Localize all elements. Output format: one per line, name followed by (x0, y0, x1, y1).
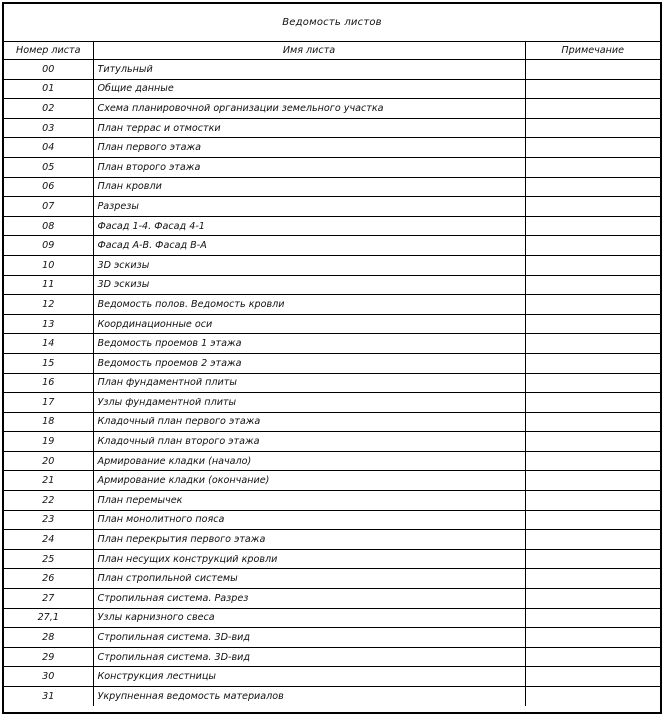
sheet-number-cell: 02 (4, 99, 93, 119)
table-header-row (4, 42, 660, 60)
sheet-number-cell: 23 (4, 510, 93, 530)
table-row (4, 138, 660, 158)
sheet-note-cell (525, 510, 660, 530)
table-row (4, 99, 660, 119)
table-row (4, 412, 660, 432)
sheet-name-cell: 3D эскизы (93, 275, 525, 295)
table-row (4, 510, 660, 530)
sheet-number-cell: 12 (4, 295, 93, 315)
table-row (4, 530, 660, 550)
sheet-note-cell (525, 314, 660, 334)
sheet-number-cell: 14 (4, 334, 93, 354)
table-row (4, 393, 660, 413)
sheet-name-cell: Кладочный план второго этажа (93, 432, 525, 452)
sheet-note-cell (525, 79, 660, 99)
sheet-name-cell: Армирование кладки (начало) (93, 451, 525, 471)
sheet-number-cell: 08 (4, 216, 93, 236)
table-row (4, 118, 660, 138)
sheet-name-cell: Конструкция лестницы (93, 667, 525, 687)
sheet-note-cell (525, 353, 660, 373)
table-row (4, 432, 660, 452)
table-row (4, 275, 660, 295)
sheet-note-cell (525, 451, 660, 471)
sheet-note-cell (525, 549, 660, 569)
sheet-number-cell: 19 (4, 432, 93, 452)
sheet-note-cell (525, 687, 660, 706)
sheet-note-cell (525, 138, 660, 158)
sheet-name-cell: Ведомость проемов 2 этажа (93, 353, 525, 373)
sheet-note-cell (525, 216, 660, 236)
sheet-note-cell (525, 177, 660, 197)
sheet-number-cell: 10 (4, 255, 93, 275)
sheet-number-cell: 03 (4, 118, 93, 138)
sheet-note-cell (525, 412, 660, 432)
table-row (4, 471, 660, 491)
table-row (4, 255, 660, 275)
sheet-note-cell (525, 157, 660, 177)
sheet-name-cell: Фасад 1-4. Фасад 4-1 (93, 216, 525, 236)
sheet-number-cell: 25 (4, 549, 93, 569)
sheet-note-cell (525, 295, 660, 315)
sheet-number-cell: 07 (4, 197, 93, 217)
sheet-number-cell: 31 (4, 687, 93, 706)
sheet-number-cell: 21 (4, 471, 93, 491)
sheet-number-cell: 13 (4, 314, 93, 334)
table-row (4, 687, 660, 706)
table-row (4, 589, 660, 609)
sheet-number-cell: 04 (4, 138, 93, 158)
column-header-name: Имя листа (93, 42, 525, 60)
table-row (4, 647, 660, 667)
table-row (4, 667, 660, 687)
sheet-name-cell: Титульный (93, 60, 525, 80)
sheet-note-cell (525, 197, 660, 217)
sheet-name-cell: Ведомость полов. Ведомость кровли (93, 295, 525, 315)
sheet-number-cell: 15 (4, 353, 93, 373)
table-row (4, 569, 660, 589)
sheet-number-cell: 17 (4, 393, 93, 413)
table-row (4, 197, 660, 217)
table-row (4, 608, 660, 628)
sheet-note-cell (525, 647, 660, 667)
sheet-number-cell: 16 (4, 373, 93, 393)
table-row (4, 60, 660, 80)
sheet-note-cell (525, 255, 660, 275)
sheet-name-cell: План первого этажа (93, 138, 525, 158)
sheet-name-cell: План стропильной системы (93, 569, 525, 589)
column-header-number: Номер листа (4, 42, 93, 60)
sheet-name-cell: Разрезы (93, 197, 525, 217)
sheet-number-cell: 26 (4, 569, 93, 589)
table-row (4, 157, 660, 177)
sheet-note-cell (525, 236, 660, 256)
sheet-name-cell: План перекрытия первого этажа (93, 530, 525, 550)
sheet-number-cell: 24 (4, 530, 93, 550)
sheet-note-cell (525, 334, 660, 354)
table-row (4, 314, 660, 334)
sheet-name-cell: План несущих конструкций кровли (93, 549, 525, 569)
sheet-number-cell: 29 (4, 647, 93, 667)
sheet-name-cell: Схема планировочной организации земельного участка (93, 99, 525, 119)
table-row (4, 177, 660, 197)
table-row (4, 491, 660, 511)
sheet-name-cell: Стропильная система. Разрез (93, 589, 525, 609)
sheet-note-cell (525, 432, 660, 452)
sheet-number-cell: 18 (4, 412, 93, 432)
sheet-number-cell: 27,1 (4, 608, 93, 628)
table-row (4, 295, 660, 315)
sheet-name-cell: План монолитного пояса (93, 510, 525, 530)
sheet-name-cell: Стропильная система. 3D-вид (93, 647, 525, 667)
sheet-name-cell: План перемычек (93, 491, 525, 511)
sheet-name-cell: Узлы фундаментной плиты (93, 393, 525, 413)
sheet-name-cell: План второго этажа (93, 157, 525, 177)
sheet-name-cell: Укрупненная ведомость материалов (93, 687, 525, 706)
table-row (4, 334, 660, 354)
sheet-name-cell: Армирование кладки (окончание) (93, 471, 525, 491)
sheet-number-cell: 00 (4, 60, 93, 80)
table-row (4, 216, 660, 236)
sheet-name-cell: Фасад А-В. Фасад В-А (93, 236, 525, 256)
sheet-number-cell: 09 (4, 236, 93, 256)
sheet-number-cell: 22 (4, 491, 93, 511)
table-row (4, 628, 660, 648)
table-row (4, 373, 660, 393)
sheet-table (4, 42, 660, 706)
sheet-note-cell (525, 99, 660, 119)
table-row (4, 236, 660, 256)
table-body (4, 60, 660, 706)
sheet-note-cell (525, 373, 660, 393)
sheet-note-cell (525, 569, 660, 589)
sheet-name-cell: Ведомость проемов 1 этажа (93, 334, 525, 354)
sheet-number-cell: 27 (4, 589, 93, 609)
sheet-number-cell: 20 (4, 451, 93, 471)
table-row (4, 353, 660, 373)
sheet-name-cell: 3D эскизы (93, 255, 525, 275)
table-row (4, 451, 660, 471)
sheet-name-cell: Узлы карнизного свеса (93, 608, 525, 628)
sheet-note-cell (525, 491, 660, 511)
sheet-note-cell (525, 589, 660, 609)
sheet-name-cell: Общие данные (93, 79, 525, 99)
sheet-note-cell (525, 275, 660, 295)
sheet-note-cell (525, 118, 660, 138)
sheet-number-cell: 30 (4, 667, 93, 687)
sheet-name-cell: План террас и отмостки (93, 118, 525, 138)
sheet-note-cell (525, 628, 660, 648)
sheet-note-cell (525, 393, 660, 413)
table-row (4, 549, 660, 569)
sheet-number-cell: 01 (4, 79, 93, 99)
sheet-number-cell: 05 (4, 157, 93, 177)
sheet-number-cell: 11 (4, 275, 93, 295)
document-title: Ведомость листов (4, 4, 660, 42)
sheet-name-cell: Стропильная система. 3D-вид (93, 628, 525, 648)
sheet-name-cell: Координационные оси (93, 314, 525, 334)
sheet-number-cell: 28 (4, 628, 93, 648)
sheet-note-cell (525, 471, 660, 491)
sheet-note-cell (525, 608, 660, 628)
sheet-name-cell: План кровли (93, 177, 525, 197)
sheet-name-cell: Кладочный план первого этажа (93, 412, 525, 432)
sheet-note-cell (525, 60, 660, 80)
column-header-note: Примечание (525, 42, 660, 60)
table-row (4, 79, 660, 99)
sheet-list-document (2, 2, 662, 714)
sheet-note-cell (525, 667, 660, 687)
sheet-note-cell (525, 530, 660, 550)
sheet-number-cell: 06 (4, 177, 93, 197)
sheet-name-cell: План фундаментной плиты (93, 373, 525, 393)
